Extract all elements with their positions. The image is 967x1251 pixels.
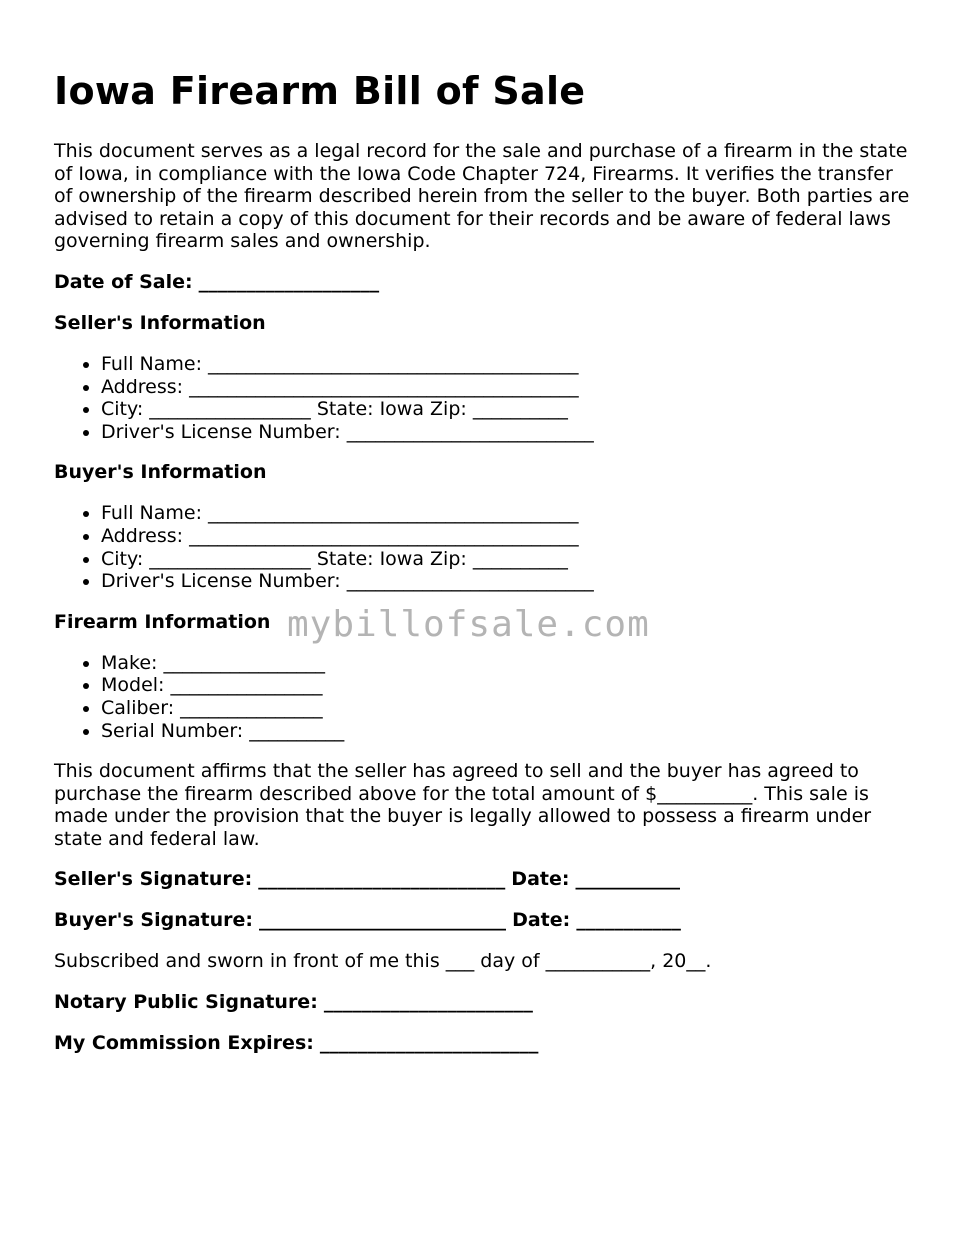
notary-signature-field[interactable]: ______________________ — [323, 991, 533, 1014]
commission-expires-field[interactable]: _______________________ — [319, 1032, 539, 1055]
buyer-address-field[interactable]: • Address: _________________________________________ — [101, 525, 916, 548]
firearm-info-list — [54, 652, 916, 742]
buyer-signature-line — [54, 909, 916, 932]
seller-info-list — [54, 353, 916, 443]
date-of-sale-field[interactable]: ___________________ — [198, 270, 380, 293]
intro-paragraph: This document serves as a legal record for the sale and purchase of a firearm in the state of Iowa, in compliance with the Iowa Code Chapter 724, Firearms. It verifies the transfer of ownership of the firearm described herein from the seller to the buyer. Both parties are advised to retain a copy of this document for their records and be aware of federal laws governing firearm sales and ownership. — [54, 140, 910, 253]
seller-date-field[interactable]: ___________ — [575, 868, 681, 891]
seller-signature-field[interactable]: __________________________ — [258, 868, 506, 891]
affirmation-paragraph: This document affirms that the seller has agreed to sell and the buyer has agreed to purchase the firearm described above for the total amount of $__________. This sale is made under the provision that the buyer is legally allowed to possess a firearm under state and federal law. — [54, 760, 872, 850]
seller-date-label: Date: — [511, 868, 570, 891]
date-of-sale-label: Date of Sale: — [54, 270, 193, 293]
buyer-heading: Buyer's Information — [54, 461, 267, 484]
firearm-model-field[interactable]: • Model: ________________ — [101, 674, 916, 697]
notary-signature-label: Notary Public Signature: — [54, 991, 318, 1014]
buyer-city-state-zip-field[interactable]: • City: _________________ State: Iowa Zip: __________ — [101, 548, 916, 571]
seller-address-field[interactable]: • Address: _________________________________________ — [101, 376, 916, 399]
seller-heading: Seller's Information — [54, 311, 266, 334]
buyer-date-label: Date: — [512, 909, 571, 932]
document-page — [54, 66, 916, 1055]
firearm-heading: Firearm Information — [54, 610, 271, 633]
buyer-date-field[interactable]: ___________ — [576, 909, 681, 932]
document-title: Iowa Firearm Bill of Sale — [54, 69, 586, 113]
commission-expires-line — [54, 1032, 916, 1055]
buyer-full-name-field[interactable]: • Full Name: _______________________________________ — [101, 502, 916, 525]
seller-signature-line — [54, 868, 916, 891]
commission-expires-label: My Commission Expires: — [54, 1032, 314, 1055]
seller-full-name-field[interactable]: • Full Name: _______________________________________ — [101, 353, 916, 376]
seller-city-state-zip-field[interactable]: • City: _________________ State: Iowa Zip: __________ — [101, 398, 916, 421]
sworn-statement[interactable]: Subscribed and sworn in front of me this ___ day of ___________, 20__. — [54, 950, 712, 973]
seller-license-field[interactable]: • Driver's License Number: __________________________ — [101, 421, 916, 444]
buyer-signature-label: Buyer's Signature: — [54, 909, 253, 932]
watermark-text: mybillofsale.com — [287, 604, 650, 645]
buyer-signature-field[interactable]: __________________________ — [259, 909, 507, 932]
buyer-info-list — [54, 502, 916, 592]
firearm-serial-field[interactable]: • Serial Number: __________ — [101, 720, 916, 743]
firearm-caliber-field[interactable]: • Caliber: _______________ — [101, 697, 916, 720]
seller-signature-label: Seller's Signature: — [54, 868, 253, 891]
firearm-make-field[interactable]: • Make: _________________ — [101, 652, 916, 675]
buyer-license-field[interactable]: • Driver's License Number: __________________________ — [101, 570, 916, 593]
date-of-sale-line — [54, 271, 916, 294]
notary-signature-line — [54, 991, 916, 1014]
